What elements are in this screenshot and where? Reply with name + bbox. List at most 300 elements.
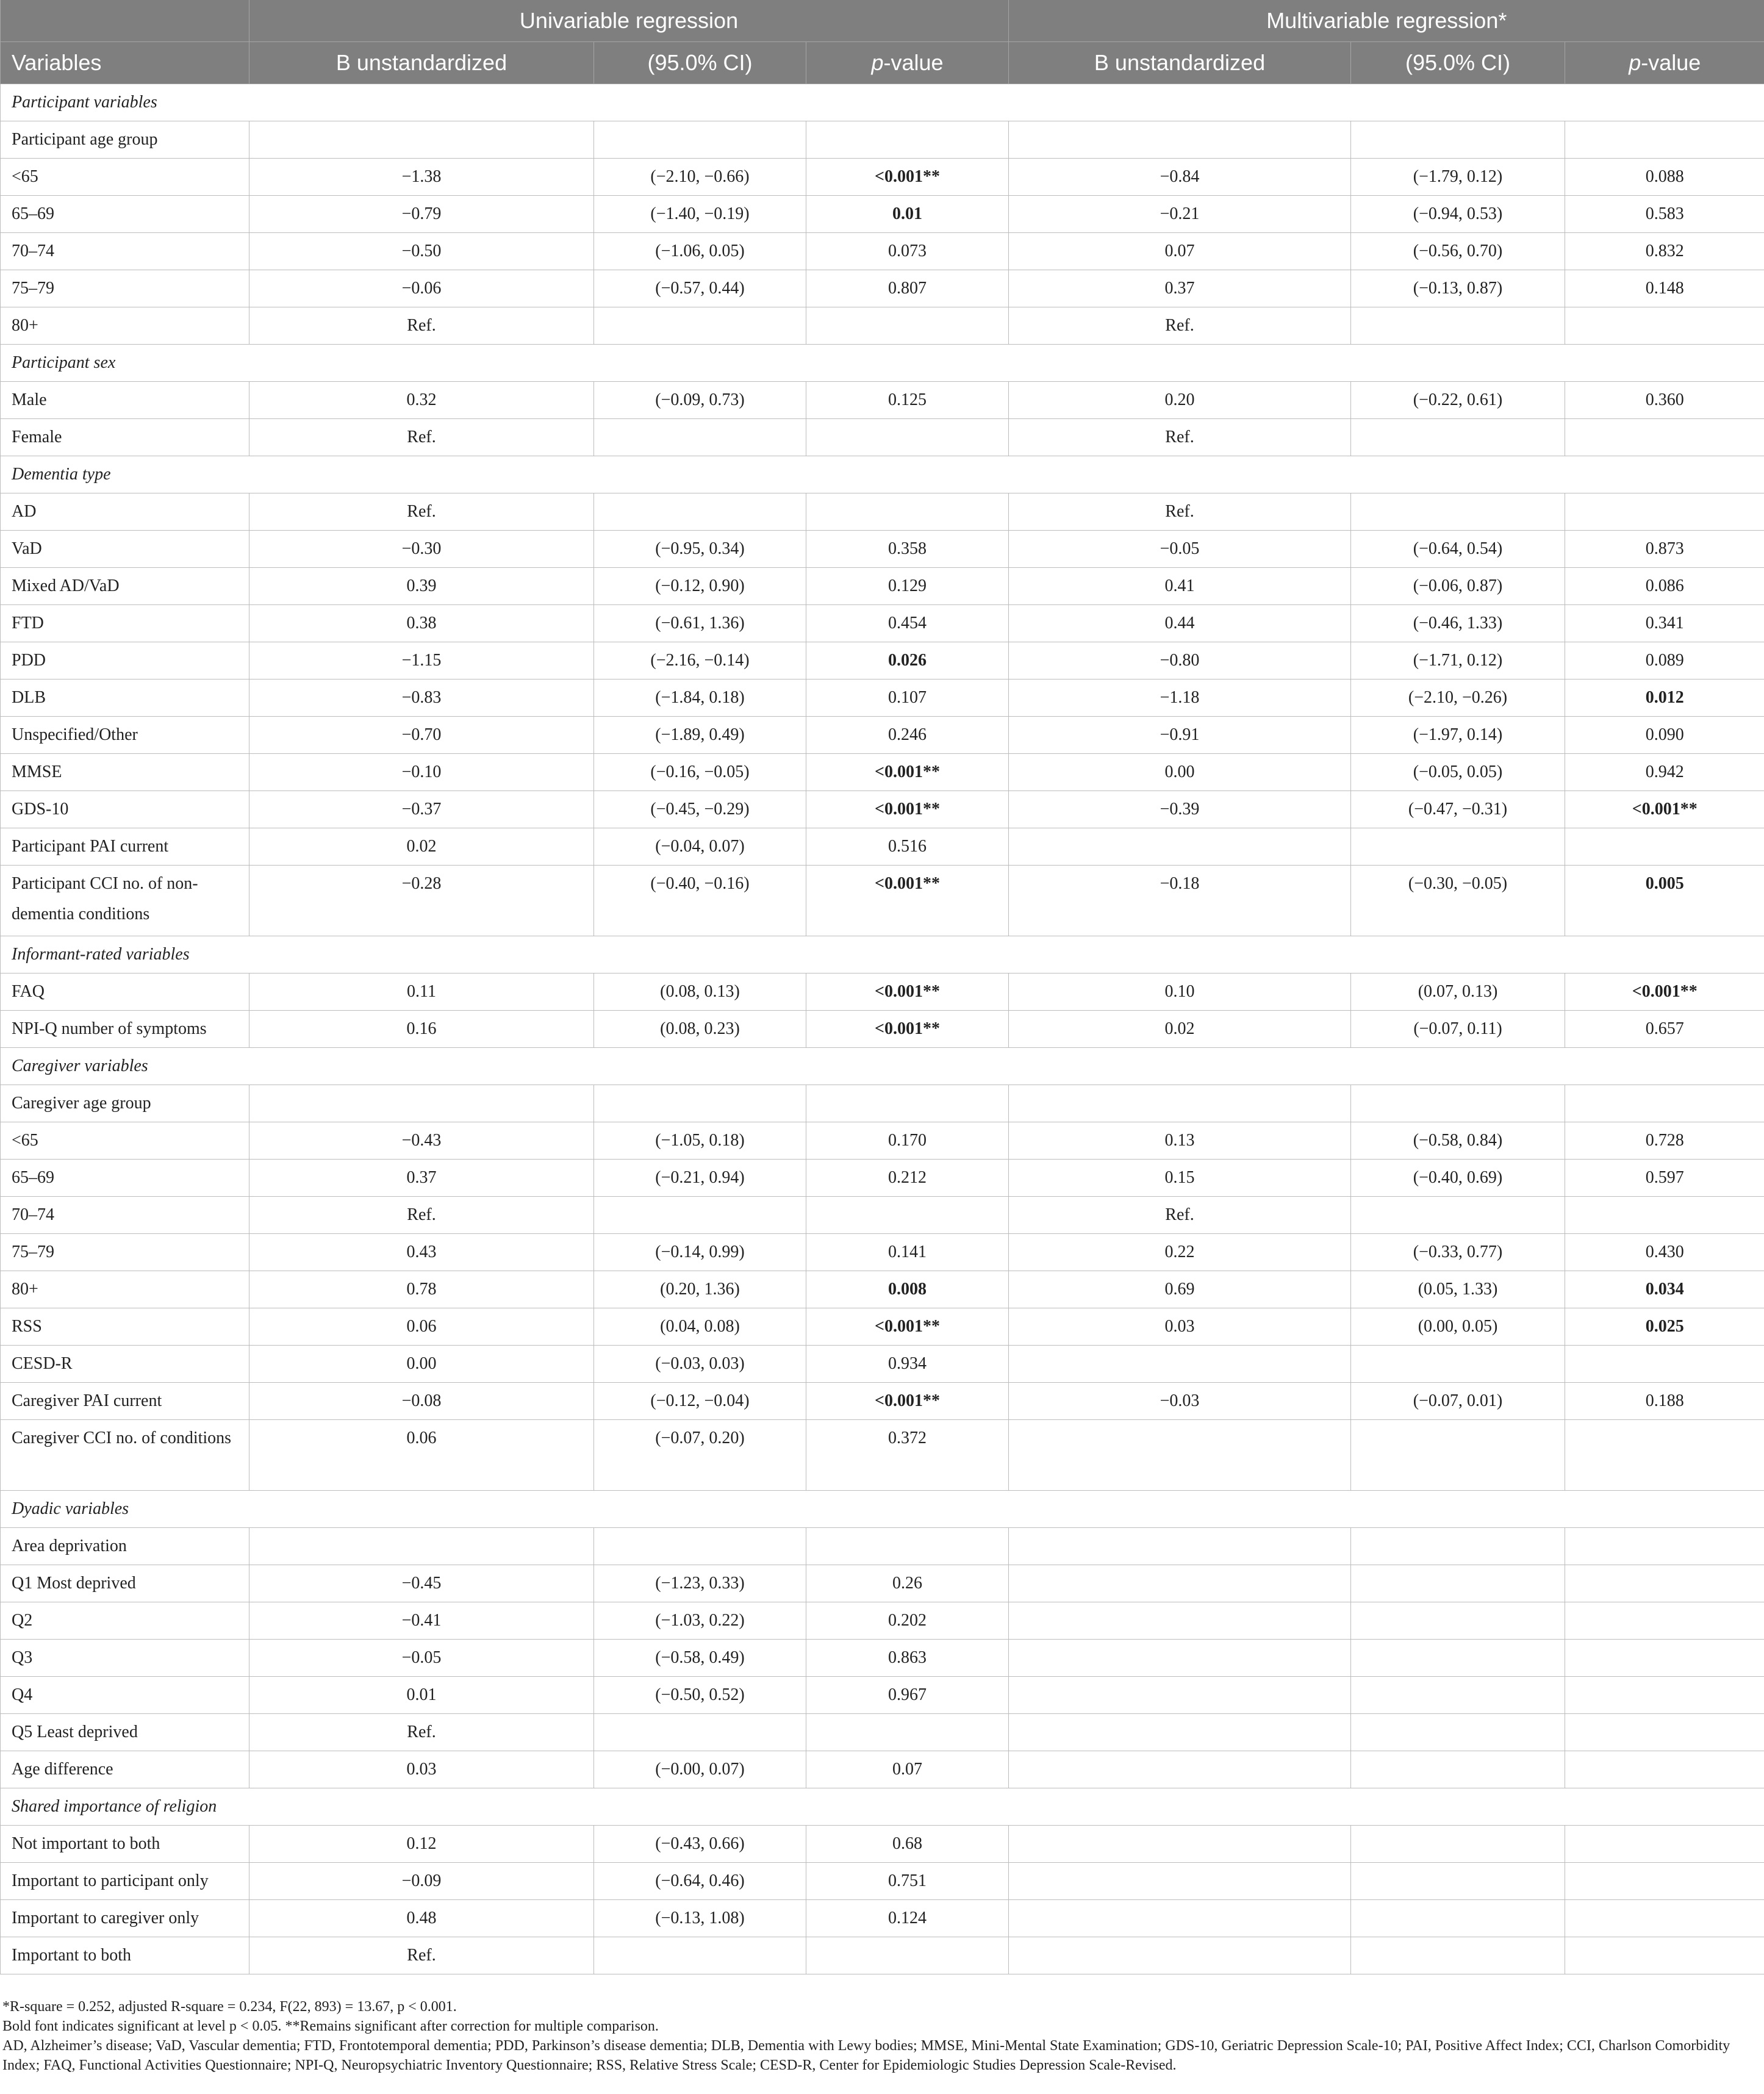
- cell-p-univariable: <0.001**: [806, 1011, 1009, 1048]
- cell-p-univariable: 0.454: [806, 605, 1009, 642]
- cell-b-univariable: 0.78: [249, 1271, 594, 1308]
- cell-ci-univariable: (−0.07, 0.20): [594, 1420, 806, 1491]
- cell-b-univariable: 0.11: [249, 973, 594, 1011]
- cell-p-univariable: 0.07: [806, 1751, 1009, 1788]
- cell-p-univariable: 0.125: [806, 382, 1009, 419]
- cell-p-univariable: [806, 1528, 1009, 1565]
- cell-ci-multivariable: (−0.30, −0.05): [1351, 866, 1565, 936]
- cell-ci-univariable: [594, 1937, 806, 1974]
- table-row: [1, 531, 1764, 568]
- cell-p-multivariable: 0.090: [1565, 717, 1764, 754]
- cell-b-univariable: −0.70: [249, 717, 594, 754]
- cell-p-multivariable: 0.597: [1565, 1160, 1764, 1197]
- cell-ci-univariable: (−1.03, 0.22): [594, 1602, 806, 1640]
- variable-label: <65: [1, 1122, 249, 1160]
- cell-b-multivariable: 0.07: [1009, 233, 1351, 270]
- cell-ci-multivariable: (−0.05, 0.05): [1351, 754, 1565, 791]
- cell-p-multivariable: [1565, 121, 1764, 159]
- cell-ci-univariable: [594, 1714, 806, 1751]
- cell-ci-multivariable: [1351, 1420, 1565, 1491]
- column-header-b-multivariable: B unstandardized: [1009, 42, 1351, 84]
- cell-p-multivariable: 0.430: [1565, 1234, 1764, 1271]
- cell-b-multivariable: −1.18: [1009, 679, 1351, 717]
- cell-ci-univariable: (−0.14, 0.99): [594, 1234, 806, 1271]
- cell-b-multivariable: Ref.: [1009, 493, 1351, 531]
- table-row: [1, 866, 1764, 936]
- variable-label: PDD: [1, 642, 249, 679]
- cell-p-multivariable: [1565, 1565, 1764, 1602]
- variable-label: Female: [1, 419, 249, 456]
- variable-label: 75–79: [1, 270, 249, 307]
- cell-ci-univariable: [594, 1085, 806, 1122]
- table-body: [1, 84, 1764, 1974]
- table-row: [1, 1420, 1764, 1491]
- cell-p-univariable: 0.934: [806, 1346, 1009, 1383]
- cell-b-multivariable: −0.39: [1009, 791, 1351, 828]
- cell-b-univariable: 0.06: [249, 1420, 594, 1491]
- cell-p-multivariable: [1565, 1197, 1764, 1234]
- variable-label: 65–69: [1, 196, 249, 233]
- cell-p-univariable: 0.212: [806, 1160, 1009, 1197]
- cell-ci-multivariable: [1351, 419, 1565, 456]
- cell-p-multivariable: [1565, 1085, 1764, 1122]
- cell-p-multivariable: [1565, 1602, 1764, 1640]
- variable-label: Area deprivation: [1, 1528, 249, 1565]
- table-row: [1, 1565, 1764, 1602]
- variable-label: Q2: [1, 1602, 249, 1640]
- variable-label: Important to participant only: [1, 1863, 249, 1900]
- cell-ci-univariable: (−0.04, 0.07): [594, 828, 806, 866]
- cell-ci-multivariable: (−0.07, 0.11): [1351, 1011, 1565, 1048]
- cell-b-univariable: 0.37: [249, 1160, 594, 1197]
- cell-p-multivariable: 0.012: [1565, 679, 1764, 717]
- cell-ci-multivariable: [1351, 1751, 1565, 1788]
- variable-label: Not important to both: [1, 1826, 249, 1863]
- table-row: [1, 382, 1764, 419]
- cell-p-univariable: 0.246: [806, 717, 1009, 754]
- column-header-ci-multivariable: (95.0% CI): [1351, 42, 1565, 84]
- variable-label: 70–74: [1, 1197, 249, 1234]
- variable-label: Caregiver PAI current: [1, 1383, 249, 1420]
- variable-label: CESD-R: [1, 1346, 249, 1383]
- cell-p-multivariable: [1565, 1346, 1764, 1383]
- cell-b-univariable: −1.38: [249, 159, 594, 196]
- cell-ci-multivariable: (−1.79, 0.12): [1351, 159, 1565, 196]
- cell-b-multivariable: −0.21: [1009, 196, 1351, 233]
- cell-ci-univariable: (−0.13, 1.08): [594, 1900, 806, 1937]
- cell-b-multivariable: Ref.: [1009, 1197, 1351, 1234]
- cell-ci-multivariable: [1351, 1197, 1565, 1234]
- column-header-b-univariable: B unstandardized: [249, 42, 594, 84]
- section-row: [1, 84, 1764, 121]
- cell-ci-multivariable: [1351, 1863, 1565, 1900]
- cell-p-multivariable: <0.001**: [1565, 791, 1764, 828]
- table-row: [1, 1197, 1764, 1234]
- cell-p-multivariable: 0.088: [1565, 159, 1764, 196]
- table-row: [1, 1346, 1764, 1383]
- cell-b-univariable: −0.37: [249, 791, 594, 828]
- cell-ci-univariable: (−0.12, −0.04): [594, 1383, 806, 1420]
- cell-p-univariable: [806, 419, 1009, 456]
- cell-b-univariable: 0.03: [249, 1751, 594, 1788]
- cell-b-multivariable: [1009, 1420, 1351, 1491]
- footnote-abbreviations: AD, Alzheimer’s disease; VaD, Vascular dementia; FTD, Frontotemporal dementia; PDD, Parkinson’s disease dementia; DLB, Dementia with Lewy bodies; MMSE, Mini-Mental State Examination; GDS-10, Geriatric Depression Scale-10; PAI, Positive Affect Index; CCI, Charlson Comorbidity Index; FAQ, Functional Activities Questionnaire; NPI-Q, Neuropsychiatric Inventory Questionnaire; RSS, Relative Stress Scale; CESD-R, Center for Epidemiologic Studies Depression Scale-Revised.: [2, 2038, 1730, 2073]
- variable-label: Q4: [1, 1677, 249, 1714]
- cell-p-univariable: 0.170: [806, 1122, 1009, 1160]
- cell-b-univariable: [249, 1528, 594, 1565]
- cell-b-multivariable: [1009, 1346, 1351, 1383]
- cell-p-univariable: <0.001**: [806, 1383, 1009, 1420]
- cell-p-multivariable: [1565, 1714, 1764, 1751]
- cell-ci-multivariable: [1351, 307, 1565, 345]
- cell-b-univariable: −0.09: [249, 1863, 594, 1900]
- cell-ci-univariable: (0.08, 0.13): [594, 973, 806, 1011]
- cell-p-multivariable: 0.360: [1565, 382, 1764, 419]
- variable-label: NPI-Q number of symptoms: [1, 1011, 249, 1048]
- cell-ci-univariable: (−2.16, −0.14): [594, 642, 806, 679]
- cell-b-univariable: −0.79: [249, 196, 594, 233]
- variable-label: 80+: [1, 1271, 249, 1308]
- cell-b-multivariable: 0.15: [1009, 1160, 1351, 1197]
- cell-ci-univariable: (−1.89, 0.49): [594, 717, 806, 754]
- table-row: [1, 791, 1764, 828]
- variable-label: Male: [1, 382, 249, 419]
- table-row: [1, 1271, 1764, 1308]
- cell-ci-multivariable: [1351, 828, 1565, 866]
- cell-p-univariable: 0.516: [806, 828, 1009, 866]
- cell-b-multivariable: [1009, 1937, 1351, 1974]
- header-column-row: [1, 42, 1764, 84]
- cell-b-multivariable: 0.20: [1009, 382, 1351, 419]
- variable-label: Q5 Least deprived: [1, 1714, 249, 1751]
- cell-b-univariable: −0.05: [249, 1640, 594, 1677]
- variable-label: RSS: [1, 1308, 249, 1346]
- cell-ci-univariable: (−0.58, 0.49): [594, 1640, 806, 1677]
- cell-p-univariable: 0.967: [806, 1677, 1009, 1714]
- cell-b-univariable: −0.50: [249, 233, 594, 270]
- variable-label: AD: [1, 493, 249, 531]
- cell-ci-multivariable: (−0.40, 0.69): [1351, 1160, 1565, 1197]
- cell-ci-multivariable: (−0.06, 0.87): [1351, 568, 1565, 605]
- cell-p-univariable: <0.001**: [806, 754, 1009, 791]
- cell-b-multivariable: −0.18: [1009, 866, 1351, 936]
- cell-ci-univariable: (−0.03, 0.03): [594, 1346, 806, 1383]
- cell-p-univariable: <0.001**: [806, 159, 1009, 196]
- table-row: [1, 1011, 1764, 1048]
- cell-ci-multivariable: (−0.22, 0.61): [1351, 382, 1565, 419]
- variable-label: Q3: [1, 1640, 249, 1677]
- variable-label: Participant age group: [1, 121, 249, 159]
- table-row: [1, 1640, 1764, 1677]
- cell-ci-univariable: (−0.43, 0.66): [594, 1826, 806, 1863]
- table-row: [1, 1122, 1764, 1160]
- cell-p-multivariable: [1565, 493, 1764, 531]
- cell-ci-univariable: (−0.57, 0.44): [594, 270, 806, 307]
- table-row: [1, 493, 1764, 531]
- cell-ci-univariable: [594, 1528, 806, 1565]
- cell-b-univariable: [249, 121, 594, 159]
- cell-b-multivariable: −0.91: [1009, 717, 1351, 754]
- cell-p-multivariable: [1565, 419, 1764, 456]
- cell-b-univariable: 0.01: [249, 1677, 594, 1714]
- cell-ci-multivariable: [1351, 1937, 1565, 1974]
- cell-ci-multivariable: (−0.47, −0.31): [1351, 791, 1565, 828]
- variable-label: GDS-10: [1, 791, 249, 828]
- section-row: [1, 1048, 1764, 1085]
- cell-b-multivariable: [1009, 1714, 1351, 1751]
- table-row: [1, 233, 1764, 270]
- cell-b-multivariable: [1009, 1826, 1351, 1863]
- table-row: [1, 679, 1764, 717]
- cell-b-multivariable: [1009, 1565, 1351, 1602]
- variable-label: Mixed AD/VaD: [1, 568, 249, 605]
- cell-b-multivariable: −0.84: [1009, 159, 1351, 196]
- table-row: [1, 1602, 1764, 1640]
- cell-ci-multivariable: (−0.07, 0.01): [1351, 1383, 1565, 1420]
- cell-b-univariable: 0.32: [249, 382, 594, 419]
- variable-label: Participant PAI current: [1, 828, 249, 866]
- cell-b-multivariable: [1009, 1528, 1351, 1565]
- table-row: [1, 1714, 1764, 1751]
- section-row: [1, 345, 1764, 382]
- table-row: [1, 1751, 1764, 1788]
- cell-b-univariable: 0.02: [249, 828, 594, 866]
- cell-b-univariable: Ref.: [249, 493, 594, 531]
- cell-b-univariable: Ref.: [249, 419, 594, 456]
- cell-p-multivariable: [1565, 1863, 1764, 1900]
- footnote-model-stats: *R-square = 0.252, adjusted R-square = 0.234, F(22, 893) = 13.67, p < 0.001.: [2, 1999, 457, 2015]
- cell-p-univariable: 0.202: [806, 1602, 1009, 1640]
- variable-label: FTD: [1, 605, 249, 642]
- cell-ci-multivariable: [1351, 1528, 1565, 1565]
- cell-b-multivariable: Ref.: [1009, 419, 1351, 456]
- cell-ci-multivariable: (−1.71, 0.12): [1351, 642, 1565, 679]
- cell-p-multivariable: [1565, 1751, 1764, 1788]
- cell-p-multivariable: 0.341: [1565, 605, 1764, 642]
- cell-p-univariable: [806, 1197, 1009, 1234]
- cell-p-multivariable: [1565, 1677, 1764, 1714]
- cell-ci-univariable: (−0.40, −0.16): [594, 866, 806, 936]
- cell-b-multivariable: 0.03: [1009, 1308, 1351, 1346]
- cell-ci-multivariable: (0.07, 0.13): [1351, 973, 1565, 1011]
- cell-p-univariable: 0.26: [806, 1565, 1009, 1602]
- table-row: [1, 754, 1764, 791]
- cell-p-univariable: <0.001**: [806, 973, 1009, 1011]
- cell-b-univariable: Ref.: [249, 1937, 594, 1974]
- cell-ci-univariable: (0.04, 0.08): [594, 1308, 806, 1346]
- variable-label: FAQ: [1, 973, 249, 1011]
- cell-ci-multivariable: [1351, 121, 1565, 159]
- cell-ci-multivariable: [1351, 1826, 1565, 1863]
- cell-ci-multivariable: (−0.33, 0.77): [1351, 1234, 1565, 1271]
- cell-ci-univariable: (−1.23, 0.33): [594, 1565, 806, 1602]
- table-row: [1, 1234, 1764, 1271]
- table-row: [1, 1528, 1764, 1565]
- cell-b-univariable: −0.30: [249, 531, 594, 568]
- table-row: [1, 1900, 1764, 1937]
- cell-ci-univariable: (−0.45, −0.29): [594, 791, 806, 828]
- cell-p-multivariable: <0.001**: [1565, 973, 1764, 1011]
- cell-p-univariable: [806, 493, 1009, 531]
- cell-p-multivariable: [1565, 1900, 1764, 1937]
- cell-b-multivariable: [1009, 1640, 1351, 1677]
- cell-ci-multivariable: [1351, 1677, 1565, 1714]
- cell-b-multivariable: 0.10: [1009, 973, 1351, 1011]
- table-row: [1, 196, 1764, 233]
- table-row: [1, 159, 1764, 196]
- cell-b-univariable: −1.15: [249, 642, 594, 679]
- cell-b-univariable: −0.43: [249, 1122, 594, 1160]
- cell-b-univariable: Ref.: [249, 1197, 594, 1234]
- cell-b-multivariable: 0.37: [1009, 270, 1351, 307]
- cell-p-multivariable: 0.942: [1565, 754, 1764, 791]
- cell-b-univariable: −0.06: [249, 270, 594, 307]
- cell-b-univariable: 0.39: [249, 568, 594, 605]
- cell-ci-univariable: (−0.12, 0.90): [594, 568, 806, 605]
- cell-p-univariable: 0.107: [806, 679, 1009, 717]
- cell-b-univariable: 0.12: [249, 1826, 594, 1863]
- section-label: Shared importance of religion: [1, 1788, 1764, 1826]
- cell-b-univariable: 0.48: [249, 1900, 594, 1937]
- variable-label: <65: [1, 159, 249, 196]
- cell-ci-multivariable: (−2.10, −0.26): [1351, 679, 1565, 717]
- cell-ci-multivariable: (−0.13, 0.87): [1351, 270, 1565, 307]
- cell-b-multivariable: 0.44: [1009, 605, 1351, 642]
- cell-ci-univariable: (−1.05, 0.18): [594, 1122, 806, 1160]
- cell-ci-multivariable: [1351, 1565, 1565, 1602]
- cell-p-multivariable: [1565, 1640, 1764, 1677]
- cell-ci-multivariable: (−0.94, 0.53): [1351, 196, 1565, 233]
- cell-p-univariable: 0.124: [806, 1900, 1009, 1937]
- cell-b-univariable: −0.83: [249, 679, 594, 717]
- section-label: Participant variables: [1, 84, 1764, 121]
- variable-label: DLB: [1, 679, 249, 717]
- column-header-p-univariable: p-value: [806, 42, 1009, 84]
- table-row: [1, 568, 1764, 605]
- cell-p-multivariable: [1565, 1528, 1764, 1565]
- cell-p-multivariable: 0.832: [1565, 233, 1764, 270]
- table-row: [1, 1160, 1764, 1197]
- cell-p-univariable: 0.008: [806, 1271, 1009, 1308]
- cell-b-univariable: −0.41: [249, 1602, 594, 1640]
- cell-b-multivariable: −0.03: [1009, 1383, 1351, 1420]
- cell-ci-univariable: (0.08, 0.23): [594, 1011, 806, 1048]
- cell-b-multivariable: Ref.: [1009, 307, 1351, 345]
- cell-ci-univariable: (−1.40, −0.19): [594, 196, 806, 233]
- column-header-ci-univariable: (95.0% CI): [594, 42, 806, 84]
- cell-p-multivariable: 0.025: [1565, 1308, 1764, 1346]
- cell-ci-univariable: [594, 307, 806, 345]
- cell-p-multivariable: 0.005: [1565, 866, 1764, 936]
- table-row: [1, 1677, 1764, 1714]
- multivariable-group-header: Multivariable regression*: [1009, 0, 1764, 42]
- cell-p-univariable: 0.358: [806, 531, 1009, 568]
- cell-p-multivariable: [1565, 307, 1764, 345]
- cell-p-multivariable: [1565, 828, 1764, 866]
- section-row: [1, 1491, 1764, 1528]
- cell-p-multivariable: [1565, 1826, 1764, 1863]
- cell-ci-multivariable: (0.00, 0.05): [1351, 1308, 1565, 1346]
- variable-label: Caregiver CCI no. of conditions: [1, 1420, 249, 1491]
- cell-p-multivariable: 0.728: [1565, 1122, 1764, 1160]
- section-row: [1, 1788, 1764, 1826]
- cell-ci-univariable: (−2.10, −0.66): [594, 159, 806, 196]
- cell-ci-univariable: (−0.00, 0.07): [594, 1751, 806, 1788]
- cell-b-univariable: 0.06: [249, 1308, 594, 1346]
- variable-label: Important to caregiver only: [1, 1900, 249, 1937]
- cell-p-univariable: [806, 1937, 1009, 1974]
- cell-b-multivariable: −0.05: [1009, 531, 1351, 568]
- cell-p-multivariable: 0.086: [1565, 568, 1764, 605]
- cell-p-multivariable: 0.089: [1565, 642, 1764, 679]
- cell-ci-multivariable: [1351, 1085, 1565, 1122]
- cell-ci-univariable: (−0.61, 1.36): [594, 605, 806, 642]
- variable-label: MMSE: [1, 754, 249, 791]
- section-row: [1, 456, 1764, 493]
- cell-ci-multivariable: [1351, 1900, 1565, 1937]
- cell-b-multivariable: 0.13: [1009, 1122, 1351, 1160]
- cell-p-multivariable: 0.657: [1565, 1011, 1764, 1048]
- cell-p-univariable: [806, 1714, 1009, 1751]
- table-row: [1, 828, 1764, 866]
- cell-b-multivariable: [1009, 1751, 1351, 1788]
- cell-b-univariable: 0.38: [249, 605, 594, 642]
- table-row: [1, 307, 1764, 345]
- table-row: [1, 1826, 1764, 1863]
- cell-ci-multivariable: [1351, 1602, 1565, 1640]
- cell-ci-univariable: (−0.50, 0.52): [594, 1677, 806, 1714]
- table-row: [1, 642, 1764, 679]
- cell-ci-univariable: (−0.16, −0.05): [594, 754, 806, 791]
- cell-ci-univariable: (−0.95, 0.34): [594, 531, 806, 568]
- cell-p-multivariable: 0.583: [1565, 196, 1764, 233]
- table-row: [1, 605, 1764, 642]
- cell-ci-multivariable: [1351, 493, 1565, 531]
- cell-ci-multivariable: (−0.46, 1.33): [1351, 605, 1565, 642]
- table-row: [1, 1863, 1764, 1900]
- cell-ci-univariable: (−0.21, 0.94): [594, 1160, 806, 1197]
- cell-p-multivariable: [1565, 1420, 1764, 1491]
- variable-label: Participant CCI no. of non-dementia conditions: [1, 866, 249, 936]
- cell-p-univariable: 0.68: [806, 1826, 1009, 1863]
- variable-label: 65–69: [1, 1160, 249, 1197]
- table-row: [1, 419, 1764, 456]
- cell-b-multivariable: 0.41: [1009, 568, 1351, 605]
- section-label: Informant-rated variables: [1, 936, 1764, 973]
- cell-p-univariable: 0.807: [806, 270, 1009, 307]
- column-header-p-multivariable: p-value: [1565, 42, 1764, 84]
- variable-label: Age difference: [1, 1751, 249, 1788]
- table-row: [1, 717, 1764, 754]
- cell-p-univariable: 0.026: [806, 642, 1009, 679]
- header-group-row: [1, 0, 1764, 42]
- cell-b-multivariable: [1009, 1863, 1351, 1900]
- cell-b-univariable: [249, 1085, 594, 1122]
- cell-p-univariable: 0.751: [806, 1863, 1009, 1900]
- univariable-group-header: Univariable regression: [249, 0, 1009, 42]
- cell-b-multivariable: [1009, 1677, 1351, 1714]
- cell-ci-univariable: (−0.64, 0.46): [594, 1863, 806, 1900]
- cell-p-univariable: [806, 121, 1009, 159]
- cell-b-univariable: −0.28: [249, 866, 594, 936]
- table-row: [1, 1308, 1764, 1346]
- table-footnotes: [0, 1997, 1762, 2075]
- cell-ci-multivariable: [1351, 1640, 1565, 1677]
- cell-p-univariable: <0.001**: [806, 791, 1009, 828]
- cell-p-univariable: <0.001**: [806, 866, 1009, 936]
- variable-label: 75–79: [1, 1234, 249, 1271]
- cell-b-multivariable: [1009, 1085, 1351, 1122]
